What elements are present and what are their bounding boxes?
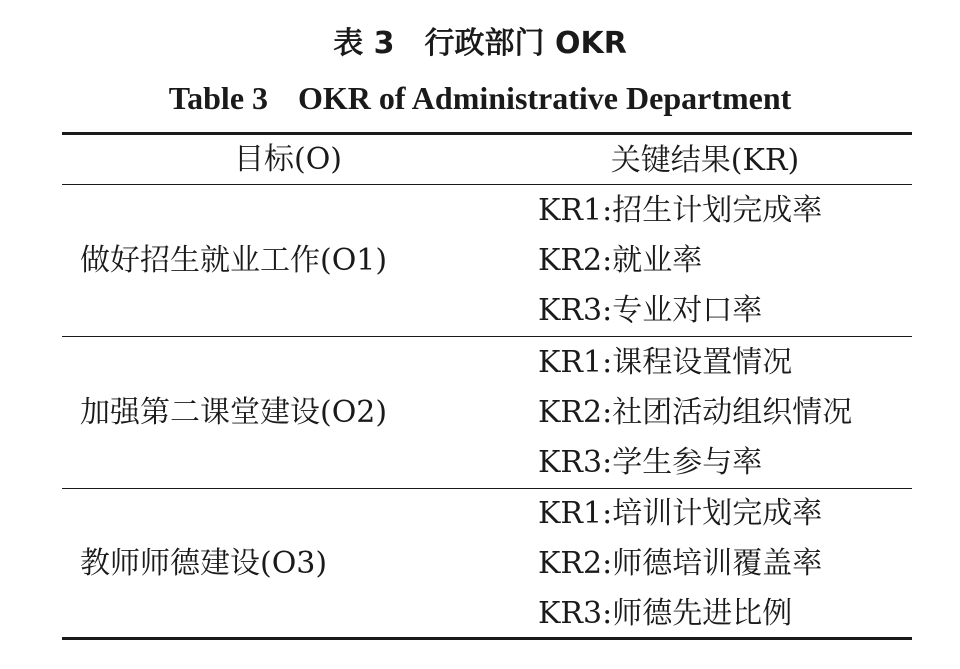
objective-cell: 教师师德建设(O3) xyxy=(80,546,328,581)
table-label-en: Table 3 xyxy=(168,80,269,116)
column-header-key-results: 关键结果(KR) xyxy=(610,143,800,178)
table-row-separator xyxy=(62,336,912,337)
key-result-cell: KR2:社团活动组织情况 xyxy=(538,395,853,430)
key-result-cell: KR2:就业率 xyxy=(538,243,703,278)
key-result-cell: KR3:学生参与率 xyxy=(538,445,763,480)
table-label-cn: 表 3 xyxy=(333,26,395,61)
key-result-cell: KR1:课程设置情况 xyxy=(538,345,793,380)
table-title-en: OKR of Administrative Department xyxy=(298,80,792,116)
key-result-cell: KR3:专业对口率 xyxy=(538,293,763,328)
key-result-cell: KR2:师德培训覆盖率 xyxy=(538,546,823,581)
key-result-cell: KR1:招生计划完成率 xyxy=(538,193,823,228)
column-header-objective: 目标(O) xyxy=(233,142,342,177)
objective-cell: 做好招生就业工作(O1) xyxy=(80,243,388,278)
key-result-cell: KR3:师德先进比例 xyxy=(538,596,793,631)
table-title-cn: 行政部门 OKR xyxy=(424,26,627,61)
objective-cell: 加强第二课堂建设(O2) xyxy=(80,395,388,430)
table-caption-cn xyxy=(0,22,960,66)
key-result-cell: KR1:培训计划完成率 xyxy=(538,496,823,531)
table-top-rule xyxy=(62,132,912,135)
table-caption-en xyxy=(0,76,960,120)
